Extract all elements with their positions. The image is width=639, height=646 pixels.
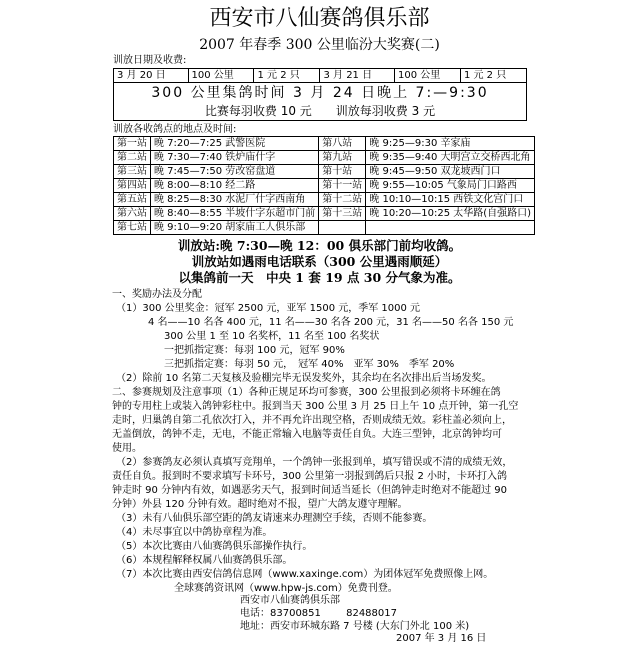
body-line: 全球赛鸽资讯网（www.hpw-js.com）免费刊登。 — [174, 583, 398, 594]
body-line: 责任自负。报到时不要求填写卡环号，300 公里第一羽报到鸽后只报 2 小时，卡环打入鸽 — [112, 471, 507, 482]
body-line: （1）300 公里奖金：冠军 2500 元，亚军 1500 元，季军 1000 元 — [116, 303, 421, 314]
document-title: 西安市八仙赛鸽俱乐部 — [209, 6, 430, 31]
station-detail: 晚 8:40—8:55 半坡什字东超市门前 — [151, 207, 319, 221]
notice-line: 训放站:晚 7:30—晚 12：00 俱乐部门前均收鸽。 — [177, 238, 462, 253]
station-detail: 晚 9:45—9:50 双龙坡西门口 — [366, 165, 535, 179]
station-name: 第九站 — [319, 151, 366, 165]
stations-table — [113, 136, 535, 235]
station-detail: 晚 7:30—7:40 铁炉庙什字 — [151, 151, 319, 165]
schedule-row — [114, 69, 527, 83]
body-line: 4 名——10 名各 400 元，11 名——30 名各 200 元，31 名——50 名各 150 元 — [148, 317, 514, 328]
station-detail: 晚 8:25—8:30 水泥厂什字西南角 — [151, 193, 319, 207]
schedule-cell: 100 公里 — [394, 69, 460, 83]
address-text: 西安市环城东路 7 号楼 (大东门外北 100 米) — [270, 621, 470, 632]
table-row — [114, 137, 535, 151]
body-line: （3）未有八仙俱乐部空距的鸽友请速来办理测空手续，否则不能参赛。 — [116, 513, 433, 524]
body-line: 钟走时 90 分钟内有效，如遇恶劣天气，报到时间适当延长（但鸽钟走时绝对不能超过 90 — [112, 485, 507, 496]
schedule-cell: 1 元 2 只 — [460, 69, 526, 83]
body-line: 三把抓指定赛：每羽 50 元， 冠军 40% 亚军 30% 季军 20% — [164, 359, 455, 370]
phone-number: 83700851 — [270, 608, 321, 619]
footer-date: 2007 年 3 月 16 日 — [396, 633, 487, 644]
phone-number: 82488017 — [346, 608, 397, 619]
phone-label: 电话： — [240, 608, 270, 619]
station-detail: 晚 9:25—9:30 辛家庙 — [366, 137, 535, 151]
body-line: 300 公里 1 至 10 名奖杯，11 名至 100 名奖状 — [164, 331, 380, 342]
body-line: （2）参赛鸽友必须认真填写竞翔单，一个鸽钟一张报到单，填写错误或不清的成绩无效， — [116, 457, 513, 468]
section-heading: 一、奖励办法及分配 — [112, 289, 202, 300]
table-row — [114, 165, 535, 179]
schedule-cell: 3 月 20 日 — [114, 69, 189, 83]
station-name: 第十二站 — [319, 193, 366, 207]
body-line: （6）本规程解释权属八仙赛鸽俱乐部。 — [116, 555, 293, 566]
body-line: （5）本次比赛由八仙赛鸽俱乐部操作执行。 — [116, 541, 313, 552]
table-row — [114, 221, 535, 235]
station-name: 第八站 — [319, 137, 366, 151]
body-line: 分钟）外县 120 分钟有效。超时绝对不报，望广大鸽友遵守理解。 — [112, 499, 408, 510]
notice-line: 以集鸽前一天 中央 1 套 19 点 30 分气象为准。 — [178, 270, 461, 285]
table-row — [114, 151, 535, 165]
schedule-cell: 1 元 2 只 — [254, 69, 320, 83]
schedule-cell: 3 月 21 日 — [320, 69, 395, 83]
rules-body — [112, 288, 530, 596]
station-name: 第十一站 — [319, 179, 366, 193]
body-line: （4）未尽事宜以中鸽协章程为准。 — [116, 527, 273, 538]
table-row — [114, 179, 535, 193]
station-detail: 晚 7:45—7:50 劳改窑盘道 — [151, 165, 319, 179]
schedule-table — [113, 68, 527, 121]
table-row — [114, 207, 535, 221]
station-detail: 晚 9:35—9:40 大明宫立交桥西北角 — [366, 151, 535, 165]
station-name: 第六站 — [114, 207, 151, 221]
station-name: 第五站 — [114, 193, 151, 207]
body-line: （2）除前 10 名第二天复核及验棚完毕无误发奖外，其余均在名次排出后当场发奖。 — [116, 373, 492, 384]
body-line: 使用。 — [112, 443, 142, 454]
station-detail: 晚 8:00—8:10 经二路 — [151, 179, 319, 193]
station-detail: 晚 9:10—9:20 胡家庙工人俱乐部 — [151, 221, 319, 235]
station-detail: 晚 10:20—10:25 太华路(自强路口) — [366, 207, 535, 221]
schedule-cell: 100 公里 — [188, 69, 254, 83]
station-name: 第三站 — [114, 165, 151, 179]
body-line: 一把抓指定赛：每羽 100 元，冠军 90% — [164, 345, 345, 356]
race-fee: 比赛每羽收费 10 元 训放每羽收费 3 元 — [114, 103, 527, 121]
station-name: 第七站 — [114, 221, 151, 235]
body-line: 无盖倒放，鸽钟不走，无电，不能正常输入电脑等责任自负。大连三型钟，北京鸽钟均可 — [112, 429, 502, 440]
station-name: 第一站 — [114, 137, 151, 151]
table-row — [114, 193, 535, 207]
address-label: 地址： — [240, 621, 270, 632]
body-line: 走时，归巢鸽自第二孔依次打入，并不再允许出现空格，否则成绩无效。彩柱盖必须向上， — [112, 415, 512, 426]
schedule-label: 训放日期及收费: — [113, 55, 187, 66]
document-subtitle: 2007 年春季 300 公里临汾大奖赛(二) — [199, 37, 440, 53]
section-heading: 二、参赛规划及注意事项（1）各种正规足环均可参赛，300 公里报到必须将卡环缠在鸽 — [112, 387, 501, 398]
body-line: （7）本次比赛由西安信鸽信息网（www.xaxinge.com）为团体冠军免费照像上网。 — [116, 569, 494, 580]
station-name: 第十三站 — [319, 207, 366, 221]
station-detail — [366, 221, 535, 235]
race-time: 300 公里集鸽时间 3 月 24 日晚上 7:—9:30 — [114, 83, 527, 104]
station-detail: 晚 9:55—10:05 气象局门口路西 — [366, 179, 535, 193]
station-detail: 晚 10:10—10:15 西铁文化宫门口 — [366, 193, 535, 207]
footer-phone — [240, 607, 397, 621]
notice-line: 训放站如遇雨电话联系（300 公里遇雨顺延） — [191, 254, 448, 269]
body-line: 钟的专用柱上或装入鸽钟彩柱中。报到当天 300 公里 3 月 25 日上午 10 点开钟，第一孔空 — [112, 401, 519, 412]
footer-org: 西安市八仙赛鸽俱乐部 — [240, 595, 340, 606]
stations-label: 训放各收鸽点的地点及时间: — [113, 124, 237, 135]
station-name: 第二站 — [114, 151, 151, 165]
station-name: 第十站 — [319, 165, 366, 179]
station-detail: 晚 7:20—7:25 武警医院 — [151, 137, 319, 151]
station-name: 第四站 — [114, 179, 151, 193]
station-name — [319, 221, 366, 235]
